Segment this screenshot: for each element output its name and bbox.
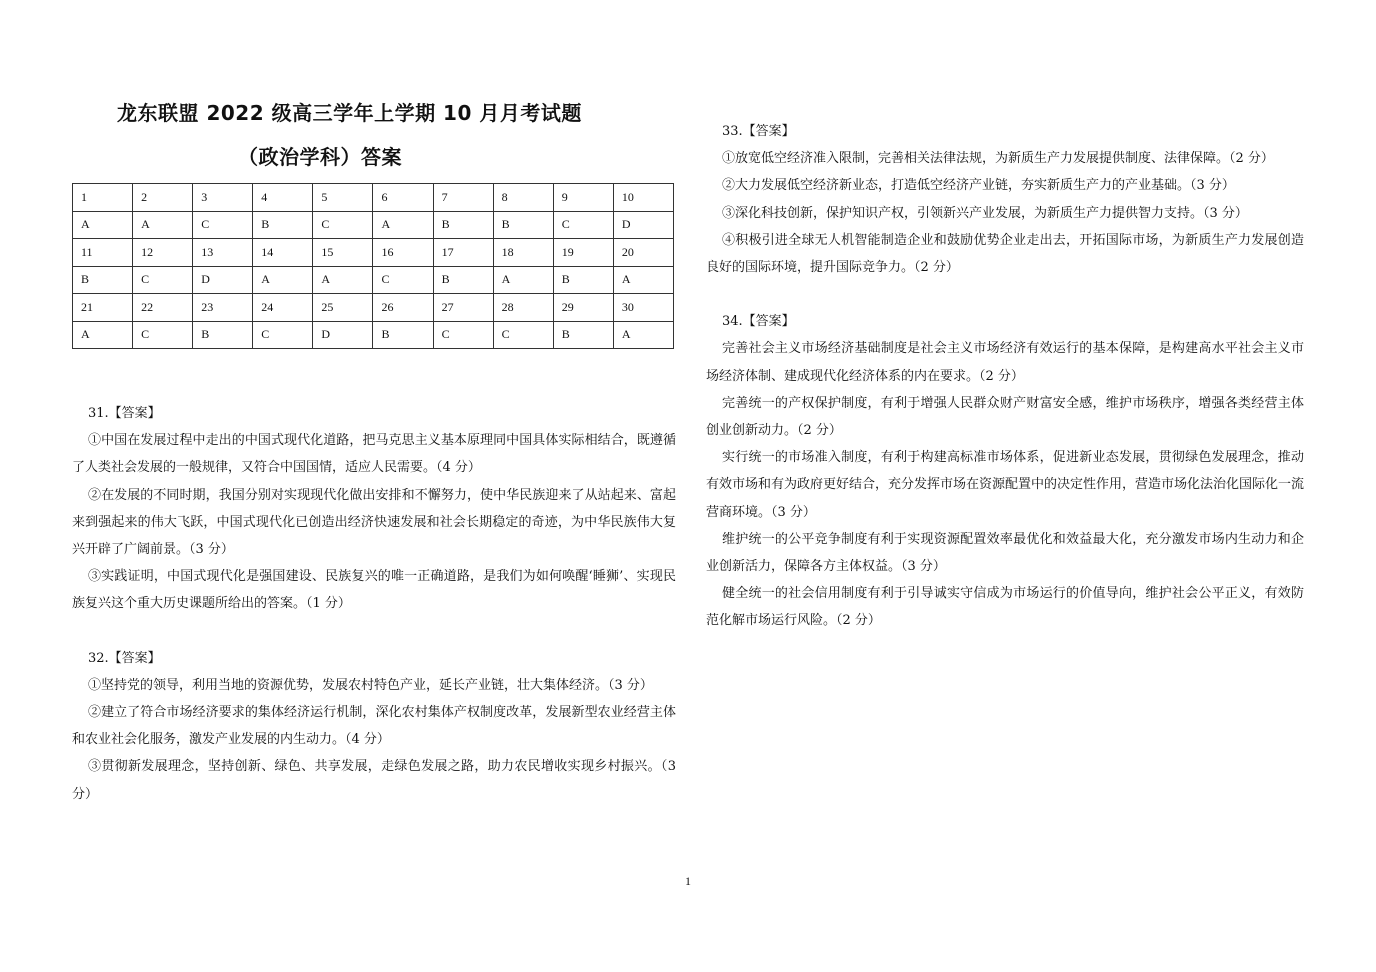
table-cell: 3	[193, 184, 253, 212]
table-cell: 29	[553, 294, 613, 322]
answer-table	[72, 183, 674, 349]
table-cell: 25	[313, 294, 373, 322]
table-cell: 4	[253, 184, 313, 212]
right-column	[706, 118, 1304, 635]
table-cell: A	[73, 321, 133, 349]
q34-answer-2: 完善统一的产权保护制度，有利于增强人民群众财产财富安全感，维护市场秩序，增强各类经营主体创业创新动力。（2 分）	[706, 395, 1304, 439]
table-cell: D	[193, 266, 253, 294]
table-cell: B	[553, 321, 613, 349]
table-cell: B	[373, 321, 433, 349]
table-cell: C	[553, 211, 613, 239]
q34-heading: 34.【答案】	[722, 314, 795, 330]
table-cell: B	[493, 211, 553, 239]
table-cell: 21	[73, 294, 133, 322]
table-cell: 8	[493, 184, 553, 212]
q34-answer-4: 维护统一的公平竞争制度有利于实现资源配置效率最优化和效益最大化，充分激发市场内生动力和企业创新活力，保障各方主体权益。（3 分）	[706, 531, 1304, 575]
table-cell: 13	[193, 239, 253, 267]
table-cell: C	[373, 266, 433, 294]
table-cell: C	[133, 321, 193, 349]
table-cell: 14	[253, 239, 313, 267]
table-cell: 2	[133, 184, 193, 212]
q33-heading: 33.【答案】	[722, 124, 795, 139]
table-cell: A	[493, 266, 553, 294]
q33-answer-2: ②大力发展低空经济新业态，打造低空经济产业链，夯实新质生产力的产业基础。（3 分）	[722, 178, 1235, 194]
q31-heading: 31.【答案】	[88, 406, 161, 421]
table-cell: A	[73, 211, 133, 239]
table-cell: 6	[373, 184, 433, 212]
q33-answer-3: ③深化科技创新，保护知识产权，引领新兴产业发展，为新质生产力提供智力支持。（3 分）	[722, 205, 1248, 221]
table-cell: B	[433, 266, 493, 294]
table-cell: B	[253, 211, 313, 239]
left-column	[72, 400, 676, 808]
table-cell: B	[433, 211, 493, 239]
table-cell: A	[253, 266, 313, 294]
table-cell: 9	[553, 184, 613, 212]
table-cell: 22	[133, 294, 193, 322]
table-row	[73, 321, 674, 349]
table-cell: 11	[73, 239, 133, 267]
table-cell: B	[73, 266, 133, 294]
table-cell: 7	[433, 184, 493, 212]
table-cell: C	[193, 211, 253, 239]
table-cell: B	[193, 321, 253, 349]
table-cell: A	[133, 211, 193, 239]
q32-answer-1: ①坚持党的领导，利用当地的资源优势，发展农村特色产业，延长产业链，壮大集体经济。（3 分）	[88, 677, 653, 693]
q32-heading: 32.【答案】	[88, 650, 161, 666]
table-row	[73, 294, 674, 322]
q34-answer-3: 实行统一的市场准入制度，有利于构建高标准市场体系，促进新业态发展，贯彻绿色发展理念，推动有效市场和有为政府更好结合，充分发挥市场在资源配置中的决定性作用，营造市场化法治化国际化一流营商环境。（3 分）	[706, 450, 1305, 520]
table-cell: 28	[493, 294, 553, 322]
table-cell: 27	[433, 294, 493, 322]
q31-answer-2: ②在发展的不同时期，我国分别对实现现代化做出安排和不懈努力，使中华民族迎来了从站起来、富起来到强起来的伟大飞跃，中国式现代化已创造出经济快速发展和社会长期稳定的奇迹，为中华民族伟大复兴开辟了广阔前景。（3 分）	[72, 487, 676, 558]
table-cell: 10	[613, 184, 673, 212]
table-cell: 15	[313, 239, 373, 267]
table-cell: 23	[193, 294, 253, 322]
table-cell: C	[433, 321, 493, 349]
table-cell: C	[313, 211, 373, 239]
document-title: 龙东联盟 2022 级高三学年上学期 10 月月考试题	[117, 101, 582, 125]
table-cell: 12	[133, 239, 193, 267]
document-subtitle: （政治学科）答案	[238, 145, 402, 169]
page-number: 1	[685, 874, 691, 888]
table-cell: A	[313, 266, 373, 294]
table-cell: B	[553, 266, 613, 294]
table-cell: 17	[433, 239, 493, 267]
table-cell: A	[373, 211, 433, 239]
q31-answer-1: ①中国在发展过程中走出的中国式现代化道路，把马克思主义基本原理同中国具体实际相结合，既遵循了人类社会发展的一般规律，又符合中国国情，适应人民需要。（4 分）	[72, 433, 676, 476]
table-cell: 5	[313, 184, 373, 212]
table-cell: 1	[73, 184, 133, 212]
q33-answer-1: ①放宽低空经济准入限制，完善相关法律法规，为新质生产力发展提供制度、法律保障。（2 分）	[722, 151, 1274, 167]
table-cell: 16	[373, 239, 433, 267]
table-cell: A	[613, 266, 673, 294]
table-cell: C	[493, 321, 553, 349]
table-cell: 30	[613, 294, 673, 322]
table-cell: 24	[253, 294, 313, 322]
table-cell: 26	[373, 294, 433, 322]
table-cell: D	[313, 321, 373, 349]
q34-answer-5: 健全统一的社会信用制度有利于引导诚实守信成为市场运行的价值导向，维护社会公平正义，有效防范化解市场运行风险。（2 分）	[706, 586, 1304, 629]
table-cell: 20	[613, 239, 673, 267]
q32-answer-2: ②建立了符合市场经济要求的集体经济运行机制，深化农村集体产权制度改革，发展新型农业经营主体和农业社会化服务，激发产业发展的内生动力。（4 分）	[72, 705, 676, 748]
q34-answer-1: 完善社会主义市场经济基础制度是社会主义市场经济有效运行的基本保障，是构建高水平社会主义市场经济体制、建成现代化经济体系的内在要求。（2 分）	[706, 341, 1304, 384]
q31-answer-3: ③实践证明，中国式现代化是强国建设、民族复兴的唯一正确道路，是我们为如何唤醒‘睡狮’、实现民族复兴这个重大历史课题所给出的答案。（1 分）	[72, 569, 676, 612]
table-cell: D	[613, 211, 673, 239]
table-cell: 19	[553, 239, 613, 267]
table-cell: A	[613, 321, 673, 349]
table-row	[73, 211, 674, 239]
table-row	[73, 184, 674, 212]
table-cell: C	[253, 321, 313, 349]
table-cell: 18	[493, 239, 553, 267]
table-cell: C	[133, 266, 193, 294]
table-row	[73, 266, 674, 294]
q32-answer-3: ③贯彻新发展理念，坚持创新、绿色、共享发展，走绿色发展之路，助力农民增收实现乡村振兴。（3 分）	[72, 759, 676, 802]
table-row	[73, 239, 674, 267]
q33-answer-4: ④积极引进全球无人机智能制造企业和鼓励优势企业走出去，开拓国际市场，为新质生产力发展创造良好的国际环境，提升国际竞争力。（2 分）	[706, 232, 1304, 276]
